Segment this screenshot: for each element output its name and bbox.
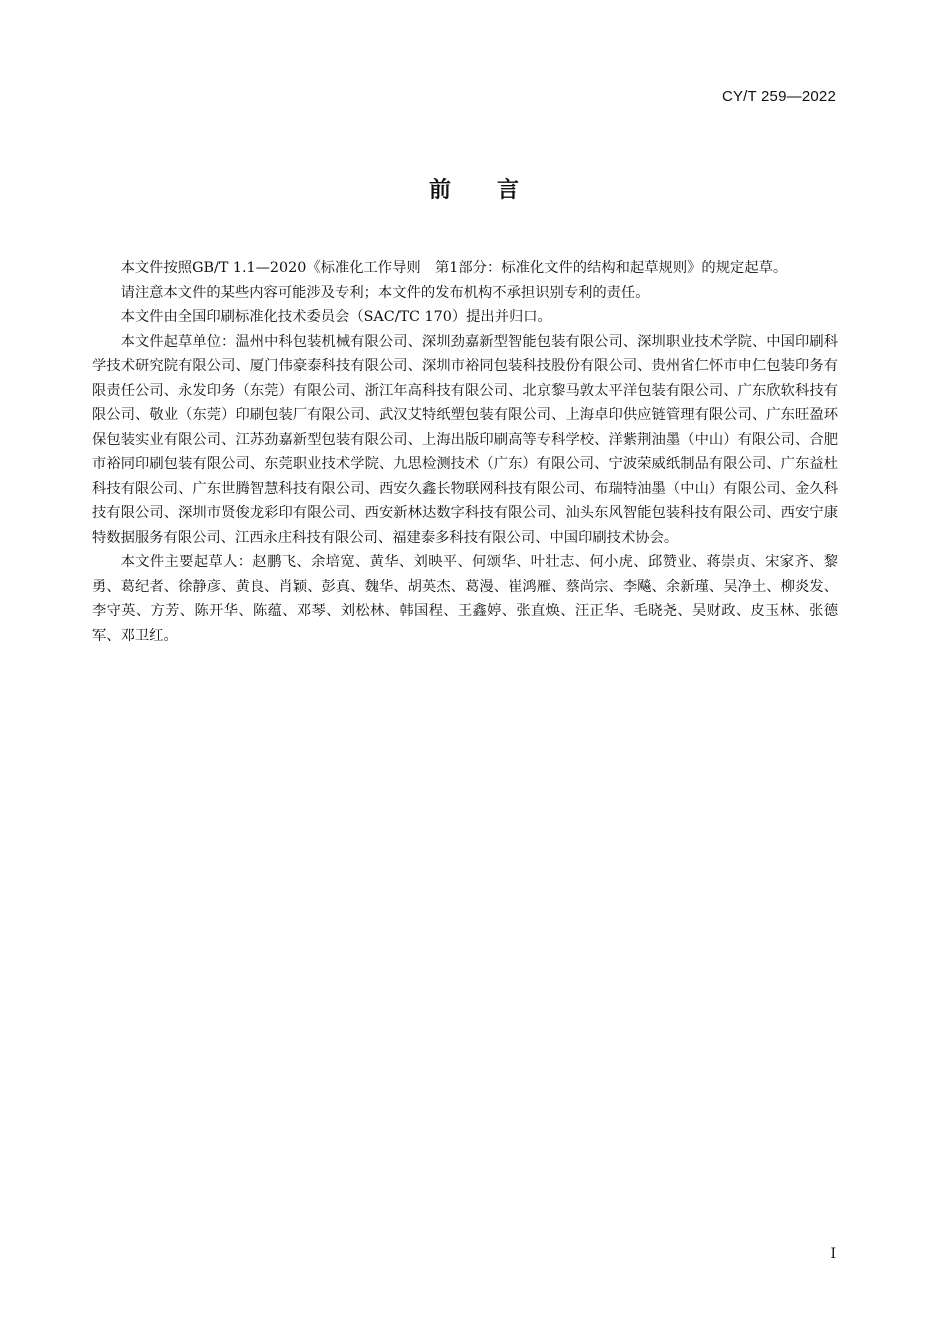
title-char-2: 言 xyxy=(497,178,522,203)
paragraph-drafting-rules: 本文件按照GB/T 1.1—2020《标准化工作导则 第1部分：标准化文件的结构和起草规则》的规定起草。 xyxy=(120,260,788,276)
page-number: I xyxy=(830,1246,836,1262)
foreword-body xyxy=(92,256,838,648)
paragraph-main-drafters: 本文件主要起草人：赵鹏飞、余培宽、黄华、刘映平、何颂华、叶壮志、何小虎、邱赞业、蒋崇贞、宋家齐、黎勇、葛纪者、徐静彦、黄良、肖颖、彭真、魏华、胡英杰、葛漫、崔鸿雁、蔡尚宗、李飚、余新瑾、吴净土、柳炎发、李守英、方芳、陈开华、陈蕴、邓琴、刘松林、韩国程、王鑫婷、张直焕、汪正华、毛晓尧、吴财政、皮玉林、张德军、邓卫红。 xyxy=(92,554,838,644)
title-char-1: 前 xyxy=(428,178,453,203)
page-title xyxy=(0,173,950,204)
paragraph-drafting-units: 本文件起草单位：温州中科包装机械有限公司、深圳劲嘉新型智能包装有限公司、深圳职业技术学院、中国印刷科学技术研究院有限公司、厦门伟豪泰科技有限公司、深圳市裕同包装科技股份有限公司、贵州省仁怀市申仁包装印务有限责任公司、永发印务（东莞）有限公司、浙江年高科技有限公司、北京黎马敦太平洋包装有限公司、广东欣软科技有限公司、敬业（东莞）印刷包装厂有限公司、武汉艾特纸塑包装有限公司、上海卓印供应链管理有限公司、广东旺盈环保包装实业有限公司、江苏劲嘉新型包装有限公司、上海出版印刷高等专科学校、洋紫荆油墨（中山）有限公司、合肥市裕同印刷包装有限公司、东莞职业技术学院、九思检测技术（广东）有限公司、宁波荣威纸制品有限公司、广东益杜科技有限公司、广东世腾智慧科技有限公司、西安久鑫长物联网科技有限公司、布瑞特油墨（中山）有限公司、金久科技有限公司、深圳市贤俊龙彩印有限公司、西安新林达数字科技有限公司、汕头东风智能包装科技有限公司、西安宁康特数据服务有限公司、江西永庄科技有限公司、福建泰多科技有限公司、中国印刷技术协会。 xyxy=(92,333,838,546)
paragraph-proposer: 本文件由全国印刷标准化技术委员会（SAC/TC 170）提出并归口。 xyxy=(120,309,552,325)
paragraph-patent-notice: 请注意本文件的某些内容可能涉及专利；本文件的发布机构不承担识别专利的责任。 xyxy=(120,284,650,301)
standard-code: CY/T 259—2022 xyxy=(721,88,836,105)
